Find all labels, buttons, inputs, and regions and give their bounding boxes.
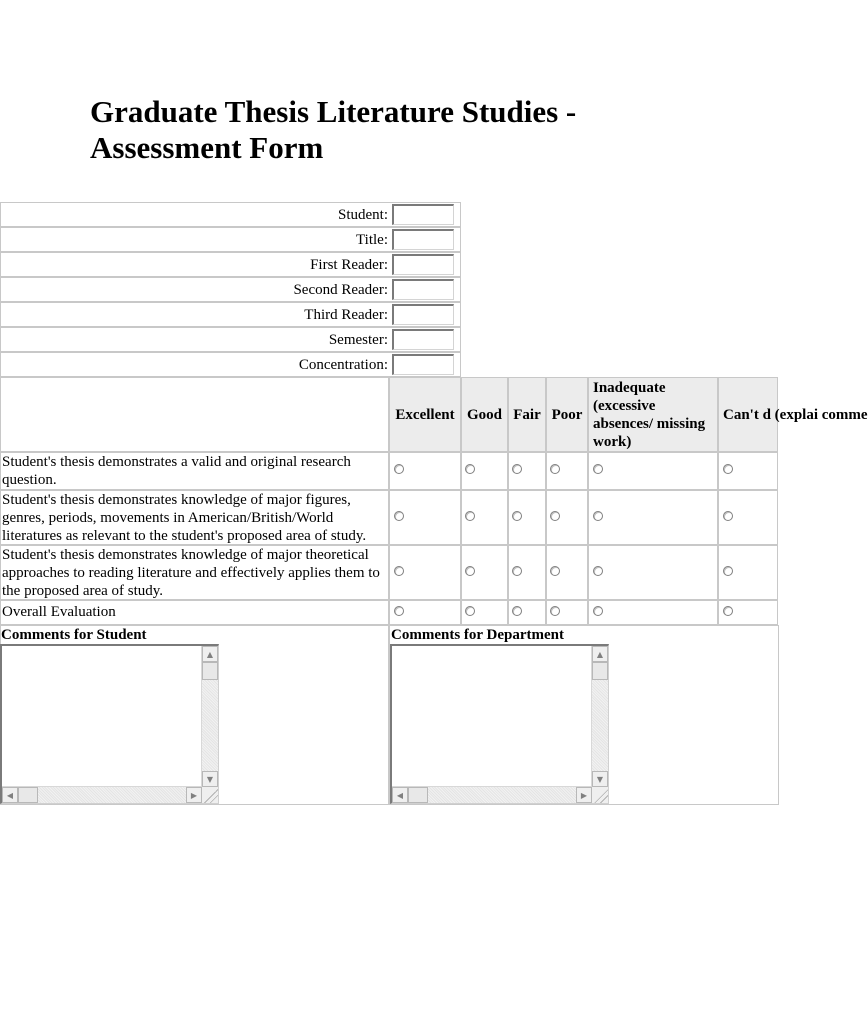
criterion-overall-evaluation: Overall Evaluation: [0, 600, 389, 625]
info-label: First Reader:: [310, 257, 388, 273]
info-row-title: [0, 227, 461, 252]
semester-input[interactable]: [392, 329, 454, 350]
column-header-fair: Fair: [508, 377, 546, 452]
rating-cell: [546, 490, 588, 545]
criterion-major-figures: Student's thesis demonstrates knowledge of major figures, genres, periods, movements in American/British/World literatures as relevant to the student's proposed area of study.: [0, 490, 389, 545]
scroll-thumb[interactable]: [202, 662, 218, 680]
rating-cell: [389, 600, 461, 625]
criterion-theoretical-approaches: Student's thesis demonstrates knowledge of major theoretical approaches to reading literature and effectively applies them to the proposed area of study.: [0, 545, 389, 600]
rating-cell: [588, 452, 718, 490]
student-comments-textarea[interactable]: [0, 644, 219, 804]
radio-poor[interactable]: [550, 464, 560, 474]
rating-cell: [461, 490, 508, 545]
horizontal-scrollbar[interactable]: [392, 786, 592, 803]
radio-excellent[interactable]: [394, 511, 404, 521]
rating-cell: [718, 490, 778, 545]
rating-cell: [546, 600, 588, 625]
criteria-header-cell: [0, 377, 389, 452]
criterion-research-question: Student's thesis demonstrates a valid and original research question.: [0, 452, 389, 490]
radio-inadequate[interactable]: [593, 566, 603, 576]
rating-cell: [718, 600, 778, 625]
rating-cell: [461, 600, 508, 625]
radio-inadequate[interactable]: [593, 511, 603, 521]
rating-cell: [588, 545, 718, 600]
first-reader-input[interactable]: [392, 254, 454, 275]
rating-cell: [389, 545, 461, 600]
rating-cell: [508, 600, 546, 625]
radio-inadequate[interactable]: [593, 606, 603, 616]
info-label: Second Reader:: [293, 282, 388, 298]
rating-cell: [508, 452, 546, 490]
resize-corner[interactable]: [202, 787, 218, 803]
rating-cell: [508, 490, 546, 545]
info-label: Concentration:: [298, 357, 388, 373]
info-row-second-reader: [0, 277, 461, 302]
column-header-poor: Poor: [546, 377, 588, 452]
radio-poor[interactable]: [550, 511, 560, 521]
radio-cant-determine[interactable]: [723, 511, 733, 521]
scroll-thumb[interactable]: [18, 787, 38, 803]
radio-poor[interactable]: [550, 606, 560, 616]
column-header-inadequate: Inadequate (excessive absences/ missing work): [588, 377, 718, 452]
department-comments-textarea[interactable]: [390, 644, 609, 804]
radio-excellent[interactable]: [394, 464, 404, 474]
resize-grip-icon: [594, 789, 608, 803]
radio-fair[interactable]: [512, 464, 522, 474]
scroll-thumb[interactable]: [408, 787, 428, 803]
rating-cell: [546, 452, 588, 490]
info-label: Semester:: [328, 332, 388, 348]
info-row-concentration: [0, 352, 461, 377]
radio-cant-determine[interactable]: [723, 464, 733, 474]
rating-cell: [461, 452, 508, 490]
scroll-down-arrow-icon[interactable]: ▼: [202, 771, 218, 787]
student-input[interactable]: [392, 204, 454, 225]
concentration-input[interactable]: [392, 354, 454, 375]
radio-good[interactable]: [465, 511, 475, 521]
scroll-down-arrow-icon[interactable]: ▼: [592, 771, 608, 787]
column-header-cant-determine: Can't d (explai comme: [718, 377, 778, 452]
radio-good[interactable]: [465, 566, 475, 576]
rating-cell: [546, 545, 588, 600]
radio-cant-determine[interactable]: [723, 566, 733, 576]
rating-cell: [389, 452, 461, 490]
rating-cell: [508, 545, 546, 600]
scroll-up-arrow-icon[interactable]: ▲: [202, 646, 218, 662]
page-title: Graduate Thesis Literature Studies - Assessment Form: [90, 94, 577, 165]
column-header-excellent: Excellent: [389, 377, 461, 452]
column-header-good: Good: [461, 377, 508, 452]
radio-good[interactable]: [465, 606, 475, 616]
rating-cell: [718, 452, 778, 490]
rating-cell: [461, 545, 508, 600]
radio-fair[interactable]: [512, 511, 522, 521]
scroll-right-arrow-icon[interactable]: ▶: [186, 787, 202, 803]
radio-inadequate[interactable]: [593, 464, 603, 474]
comments-for-department-label: Comments for Department: [391, 627, 565, 643]
scroll-left-arrow-icon[interactable]: ◀: [2, 787, 18, 803]
info-row-first-reader: [0, 252, 461, 277]
scroll-left-arrow-icon[interactable]: ◀: [392, 787, 408, 803]
radio-cant-determine[interactable]: [723, 606, 733, 616]
info-row-student: [0, 202, 461, 227]
second-reader-input[interactable]: [392, 279, 454, 300]
info-label: Third Reader:: [304, 307, 388, 323]
resize-grip-icon: [204, 789, 218, 803]
radio-excellent[interactable]: [394, 606, 404, 616]
comments-for-student-label: Comments for Student: [1, 627, 147, 643]
scroll-right-arrow-icon[interactable]: ▶: [576, 787, 592, 803]
rating-cell: [389, 490, 461, 545]
vertical-scrollbar[interactable]: [591, 646, 608, 787]
info-row-third-reader: [0, 302, 461, 327]
rating-cell: [718, 545, 778, 600]
radio-fair[interactable]: [512, 566, 522, 576]
info-row-semester: [0, 327, 461, 352]
info-label: Title:: [356, 232, 388, 248]
scroll-thumb[interactable]: [592, 662, 608, 680]
info-label: Student:: [337, 207, 388, 223]
resize-corner[interactable]: [592, 787, 608, 803]
rating-cell: [588, 490, 718, 545]
radio-good[interactable]: [465, 464, 475, 474]
rating-cell: [588, 600, 718, 625]
radio-excellent[interactable]: [394, 566, 404, 576]
radio-poor[interactable]: [550, 566, 560, 576]
radio-fair[interactable]: [512, 606, 522, 616]
vertical-scrollbar[interactable]: [201, 646, 218, 787]
scroll-up-arrow-icon[interactable]: ▲: [592, 646, 608, 662]
third-reader-input[interactable]: [392, 304, 454, 325]
title-input[interactable]: [392, 229, 454, 250]
horizontal-scrollbar[interactable]: [2, 786, 202, 803]
